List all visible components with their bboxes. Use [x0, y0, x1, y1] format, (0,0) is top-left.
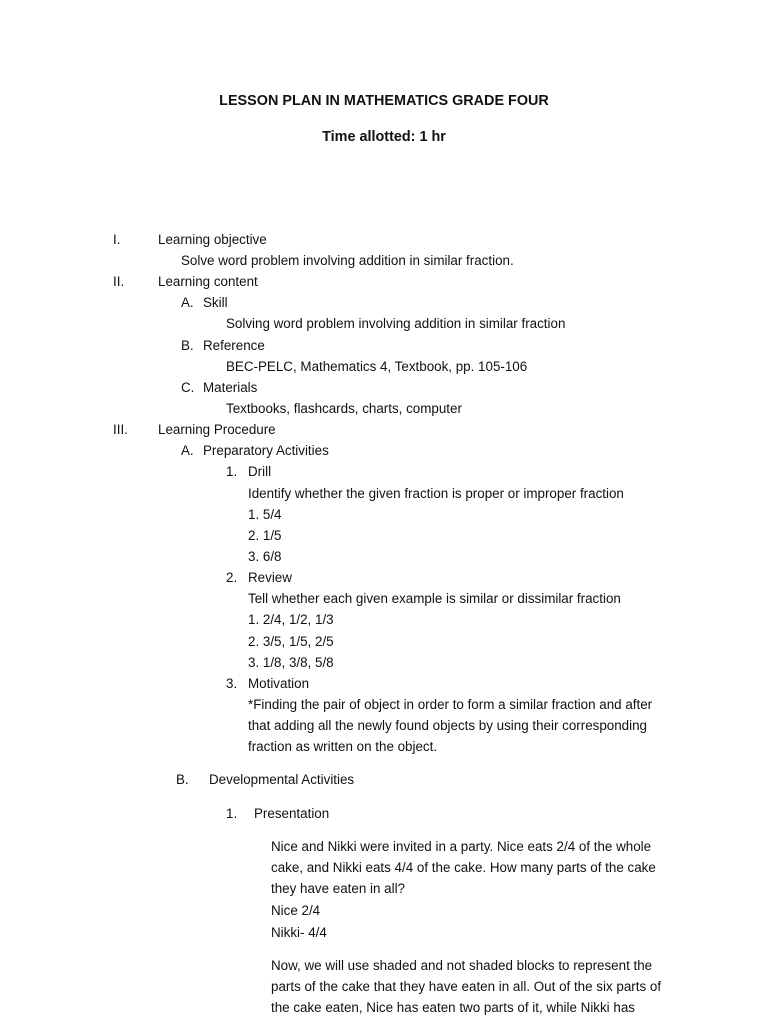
- document-line: fraction as written on the object.: [248, 739, 438, 754]
- document-line: Textbooks, flashcards, charts, computer: [226, 401, 462, 416]
- document-line: III.: [113, 422, 128, 437]
- document-line: Nikki- 4/4: [271, 925, 327, 940]
- document-line: Developmental Activities: [209, 772, 355, 787]
- document-line: BEC-PELC, Mathematics 4, Textbook, pp. 105-106: [226, 359, 528, 374]
- document-line: Learning content: [158, 274, 258, 289]
- document-line: 1.: [226, 806, 238, 821]
- document-line: 2. 3/5, 1/5, 2/5: [248, 634, 334, 649]
- document-line: Nice 2/4: [271, 903, 321, 918]
- document-line: 3.: [226, 676, 238, 691]
- time-allotted: Time allotted: 1 hr: [322, 129, 446, 145]
- document-line: Solving word problem involving addition in similar fraction: [226, 316, 566, 331]
- document-line: *Finding the pair of object in order to form a similar fraction and after: [248, 697, 653, 712]
- document-line: Presentation: [254, 806, 330, 821]
- document-line: that adding all the newly found objects by using their corresponding: [248, 718, 647, 733]
- document-line: 3. 6/8: [248, 549, 282, 564]
- document-line: I.: [113, 232, 121, 247]
- document-line: Now, we will use shaded and not shaded blocks to represent the: [271, 958, 653, 973]
- document-line: 1. 5/4: [248, 507, 282, 522]
- document-line: Tell whether each given example is similar or dissimilar fraction: [248, 591, 621, 606]
- document-line: 2. 1/5: [248, 528, 282, 543]
- document-title: LESSON PLAN IN MATHEMATICS GRADE FOUR: [219, 93, 549, 109]
- document-line: Learning objective: [158, 232, 267, 247]
- document-line: A.: [181, 443, 194, 458]
- document-line: Drill: [248, 464, 272, 479]
- document-line: Learning Procedure: [158, 422, 276, 437]
- document-line: A.: [181, 295, 194, 310]
- document-line: Skill: [203, 295, 228, 310]
- document-line: 3. 1/8, 3/8, 5/8: [248, 655, 334, 670]
- document-line: B.: [181, 338, 194, 353]
- document-line: parts of the cake that they have eaten in all. Out of the six parts of: [271, 979, 662, 994]
- document-line: 2.: [226, 570, 238, 585]
- document-line: B.: [176, 772, 189, 787]
- document-line: 1. 2/4, 1/2, 1/3: [248, 612, 334, 627]
- document-line: Preparatory Activities: [203, 443, 329, 458]
- document-line: Motivation: [248, 676, 310, 691]
- document-line: Nice and Nikki were invited in a party. Nice eats 2/4 of the whole: [271, 839, 652, 854]
- document-line: Review: [248, 570, 292, 585]
- document-line: Materials: [203, 380, 258, 395]
- document-line: Identify whether the given fraction is proper or improper fraction: [248, 486, 624, 501]
- document-line: they have eaten in all?: [271, 881, 406, 896]
- document-line: 1.: [226, 464, 238, 479]
- document-line: Reference: [203, 338, 265, 353]
- document-line: cake, and Nikki eats 4/4 of the cake. How many parts of the cake: [271, 860, 656, 875]
- document-line: Solve word problem involving addition in similar fraction.: [181, 253, 514, 268]
- document-line: II.: [113, 274, 125, 289]
- document-line: the cake eaten, Nice has eaten two parts of it, while Nikki has: [271, 1000, 635, 1015]
- document-line: C.: [181, 380, 195, 395]
